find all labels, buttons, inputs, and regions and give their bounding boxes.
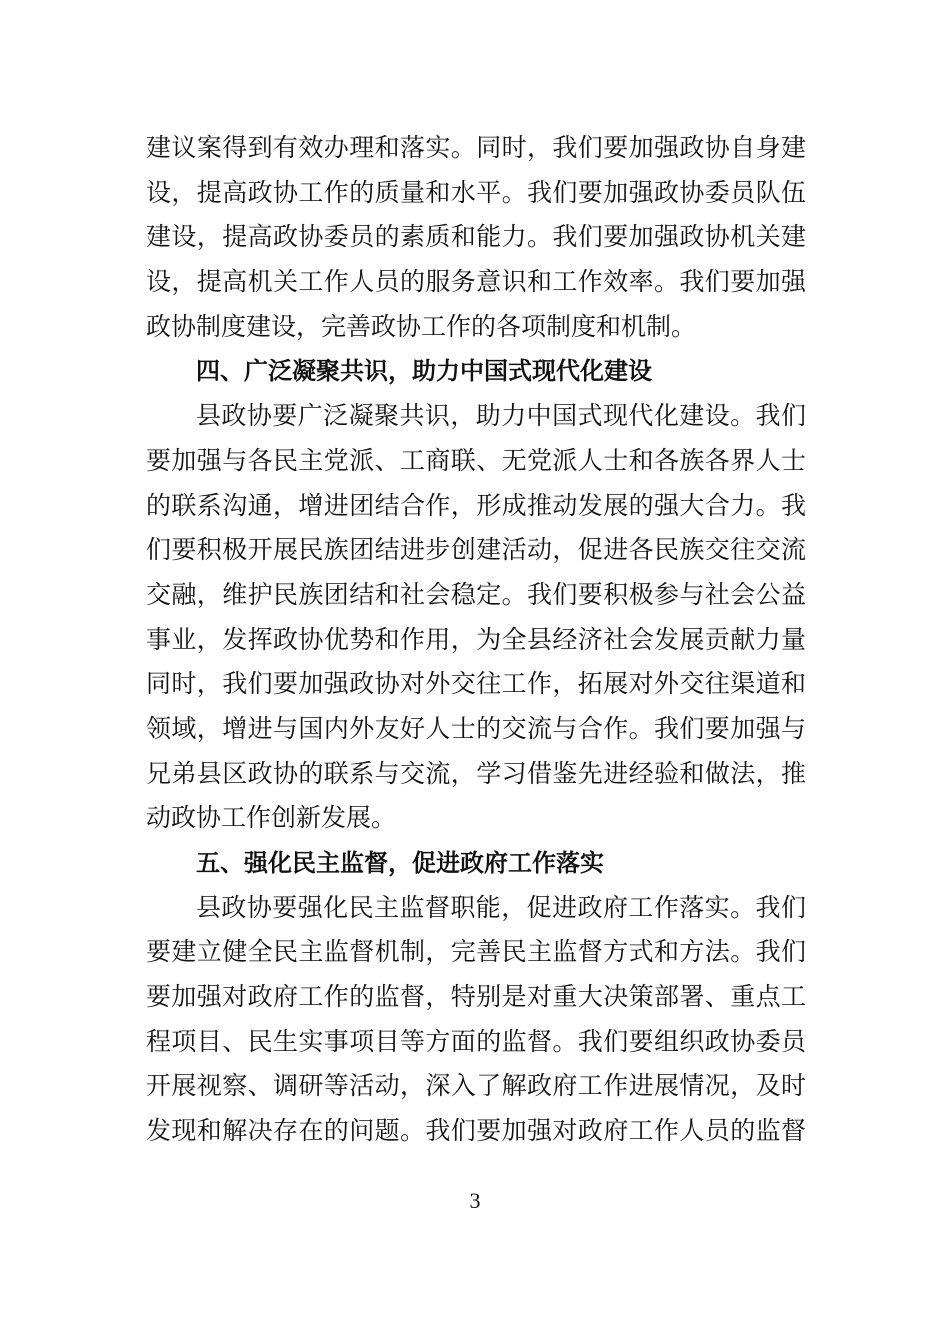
text-line: 要建立健全民主监督机制，完善民主监督方式和方法。我们 bbox=[146, 937, 806, 967]
text-line: 领域，增进与国内外友好人士的交流与合作。我们要加强与 bbox=[146, 713, 806, 743]
text-line: 交融，维护民族团结和社会稳定。我们要积极参与社会公益 bbox=[146, 579, 806, 609]
text-line: 县政协要强化民主监督职能，促进政府工作落实。我们 bbox=[196, 892, 806, 922]
text-line: 政协制度建设，完善政协工作的各项制度和机制。 bbox=[146, 311, 697, 341]
text-line: 建设，提高政协委员的素质和能力。我们要加强政协机关建 bbox=[146, 222, 806, 252]
text-line: 兄弟县区政协的联系与交流，学习借鉴先进经验和做法，推 bbox=[146, 758, 806, 788]
text-line: 开展视察、调研等活动，深入了解政府工作进展情况，及时 bbox=[146, 1071, 806, 1101]
body-text bbox=[146, 126, 806, 1154]
section-heading-4: 四、广泛凝聚共识，助力中国式现代化建设 bbox=[196, 357, 652, 386]
text-line: 同时，我们要加强政协对外交往工作，拓展对外交往渠道和 bbox=[146, 669, 806, 699]
text-line: 建议案得到有效办理和落实。同时，我们要加强政协自身建 bbox=[146, 133, 806, 162]
text-line: 要加强对政府工作的监督，特别是对重大决策部署、重点工 bbox=[146, 982, 806, 1012]
text-line: 的联系沟通，增进团结合作，形成推动发展的强大合力。我 bbox=[146, 490, 806, 520]
text-line: 要加强与各民主党派、工商联、无党派人士和各族各界人士 bbox=[146, 445, 806, 475]
page-number: 3 bbox=[469, 1188, 481, 1213]
text-line: 设，提高机关工作人员的服务意识和工作效率。我们要加强 bbox=[146, 267, 806, 297]
paragraph-continued bbox=[146, 126, 806, 349]
paragraph-section-5 bbox=[146, 886, 806, 1154]
section-heading-5: 五、强化民主监督，促进政府工作落实 bbox=[196, 849, 604, 877]
text-line: 发现和解决存在的问题。我们要加强对政府工作人员的监督 bbox=[146, 1116, 806, 1146]
text-line: 事业，发挥政协优势和作用，为全县经济社会发展贡献力量 bbox=[146, 624, 806, 654]
text-line: 程项目、民生实事项目等方面的监督。我们要组织政协委员 bbox=[146, 1026, 806, 1056]
paragraph-section-4 bbox=[146, 394, 806, 841]
text-line: 设，提高政协工作的质量和水平。我们要加强政协委员队伍 bbox=[146, 177, 806, 207]
text-line: 动政协工作创新发展。 bbox=[146, 803, 397, 833]
text-line: 县政协要广泛凝聚共识，助力中国式现代化建设。我们 bbox=[196, 401, 806, 431]
text-line: 们要积极开展民族团结进步创建活动，促进各民族交往交流 bbox=[146, 535, 806, 565]
